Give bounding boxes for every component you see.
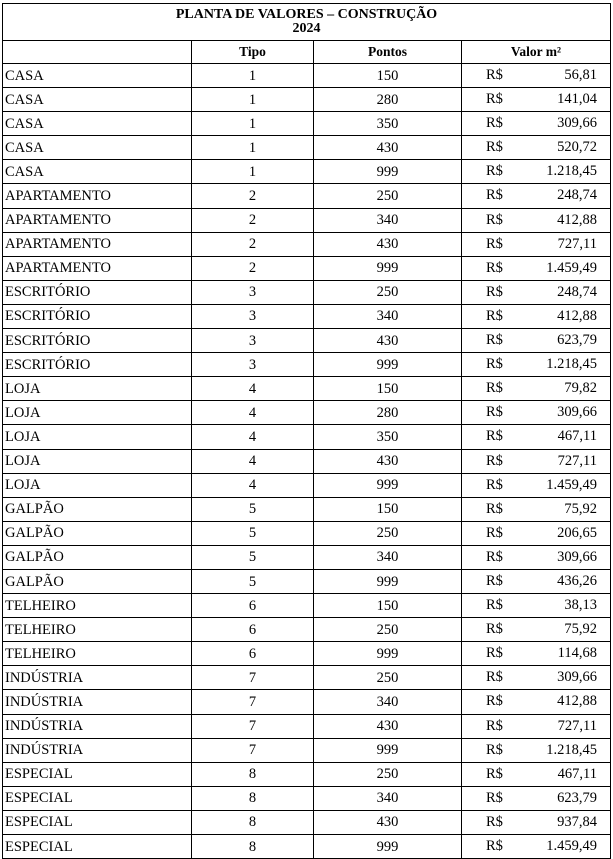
valor-amount: 141,04: [557, 91, 598, 108]
cell-tipo: 4: [192, 425, 314, 449]
cell-nome: TELHEIRO: [3, 642, 192, 666]
table-row: [3, 88, 611, 112]
cell-tipo: 5: [192, 545, 314, 569]
cell-pontos: 250: [314, 521, 462, 545]
table-row: [3, 497, 611, 521]
cell-valor: [462, 642, 611, 666]
cell-nome: TELHEIRO: [3, 618, 192, 642]
header-tipo: Tipo: [192, 41, 314, 64]
header-blank: [3, 41, 192, 64]
cell-nome: GALPÃO: [3, 569, 192, 593]
cell-nome: CASA: [3, 88, 192, 112]
table-row: [3, 377, 611, 401]
valor-amount: 309,66: [557, 669, 598, 686]
currency-symbol: R$: [486, 428, 503, 445]
cell-pontos: 250: [314, 762, 462, 786]
cell-tipo: 2: [192, 232, 314, 256]
table-row: [3, 329, 611, 353]
cell-nome: LOJA: [3, 425, 192, 449]
currency-symbol: R$: [486, 356, 503, 373]
table-row: [3, 714, 611, 738]
currency-symbol: R$: [486, 572, 503, 589]
table-row: [3, 666, 611, 690]
cell-nome: APARTAMENTO: [3, 184, 192, 208]
cell-tipo: 1: [192, 136, 314, 160]
cell-valor: [462, 521, 611, 545]
valor-amount: 623,79: [557, 332, 598, 349]
cell-nome: ESCRITÓRIO: [3, 329, 192, 353]
valor-amount: 309,66: [557, 115, 598, 132]
valor-amount: 412,88: [557, 211, 598, 228]
table-row: [3, 304, 611, 328]
cell-pontos: 250: [314, 666, 462, 690]
currency-symbol: R$: [486, 765, 503, 782]
valor-amount: 75,92: [564, 621, 598, 638]
cell-nome: GALPÃO: [3, 497, 192, 521]
table-row: [3, 762, 611, 786]
cell-pontos: 340: [314, 786, 462, 810]
valor-amount: 79,82: [564, 380, 598, 397]
valor-amount: 114,68: [557, 645, 598, 662]
table-row: [3, 618, 611, 642]
table-row: [3, 353, 611, 377]
currency-symbol: R$: [486, 452, 503, 469]
cell-pontos: 340: [314, 545, 462, 569]
valor-amount: 38,13: [564, 597, 598, 614]
cell-nome: ESCRITÓRIO: [3, 304, 192, 328]
cell-tipo: 1: [192, 112, 314, 136]
currency-symbol: R$: [486, 813, 503, 830]
cell-nome: ESPECIAL: [3, 835, 192, 859]
cell-valor: [462, 232, 611, 256]
currency-symbol: R$: [486, 91, 503, 108]
table-row: [3, 425, 611, 449]
cell-pontos: 350: [314, 425, 462, 449]
cell-nome: INDÚSTRIA: [3, 690, 192, 714]
currency-symbol: R$: [486, 524, 503, 541]
cell-pontos: 999: [314, 738, 462, 762]
valor-amount: 309,66: [557, 404, 598, 421]
cell-pontos: 999: [314, 256, 462, 280]
valor-amount: 1.459,49: [546, 838, 598, 854]
table-title: [3, 4, 611, 41]
table-row: [3, 642, 611, 666]
table-row: [3, 690, 611, 714]
cell-valor: [462, 714, 611, 738]
cell-tipo: 4: [192, 377, 314, 401]
currency-symbol: R$: [486, 717, 503, 734]
cell-nome: LOJA: [3, 449, 192, 473]
cell-nome: LOJA: [3, 473, 192, 497]
table-row: [3, 184, 611, 208]
cell-tipo: 7: [192, 690, 314, 714]
currency-symbol: R$: [486, 476, 503, 493]
table-row: [3, 835, 611, 859]
cell-nome: CASA: [3, 136, 192, 160]
cell-valor: [462, 545, 611, 569]
table-row: [3, 738, 611, 762]
cell-tipo: 3: [192, 304, 314, 328]
cell-pontos: 340: [314, 690, 462, 714]
table-row: [3, 521, 611, 545]
valor-amount: 467,11: [557, 765, 598, 782]
valor-amount: 1.218,45: [546, 741, 598, 758]
cell-nome: INDÚSTRIA: [3, 738, 192, 762]
valor-amount: 206,65: [557, 524, 598, 541]
cell-nome: LOJA: [3, 401, 192, 425]
valor-amount: 727,11: [557, 717, 598, 734]
cell-pontos: 430: [314, 449, 462, 473]
table-row: [3, 810, 611, 834]
cell-pontos: 350: [314, 112, 462, 136]
cell-pontos: 250: [314, 618, 462, 642]
currency-symbol: R$: [486, 211, 503, 228]
cell-pontos: 340: [314, 304, 462, 328]
cell-nome: APARTAMENTO: [3, 232, 192, 256]
valor-amount: 412,88: [557, 307, 598, 324]
cell-valor: [462, 208, 611, 232]
cell-tipo: 7: [192, 714, 314, 738]
cell-nome: GALPÃO: [3, 521, 192, 545]
cell-tipo: 2: [192, 208, 314, 232]
valor-amount: 1.218,45: [546, 356, 598, 373]
cell-valor: [462, 64, 611, 88]
currency-symbol: R$: [486, 380, 503, 397]
cell-nome: APARTAMENTO: [3, 208, 192, 232]
cell-valor: [462, 473, 611, 497]
cell-pontos: 430: [314, 714, 462, 738]
table-row: [3, 594, 611, 618]
cell-nome: ESCRITÓRIO: [3, 353, 192, 377]
valor-amount: 520,72: [557, 139, 598, 156]
cell-nome: CASA: [3, 112, 192, 136]
cell-valor: [462, 690, 611, 714]
cell-nome: INDÚSTRIA: [3, 666, 192, 690]
table-row: [3, 473, 611, 497]
currency-symbol: R$: [486, 139, 503, 156]
cell-pontos: 999: [314, 473, 462, 497]
cell-nome: GALPÃO: [3, 545, 192, 569]
cell-nome: CASA: [3, 64, 192, 88]
currency-symbol: R$: [486, 259, 503, 276]
currency-symbol: R$: [486, 789, 503, 806]
cell-nome: ESPECIAL: [3, 762, 192, 786]
valor-amount: 727,11: [557, 235, 598, 252]
valor-amount: 248,74: [557, 187, 598, 204]
cell-tipo: 7: [192, 738, 314, 762]
cell-pontos: 150: [314, 594, 462, 618]
cell-valor: [462, 304, 611, 328]
cell-pontos: 999: [314, 835, 462, 859]
table-row: [3, 545, 611, 569]
currency-symbol: R$: [486, 187, 503, 204]
cell-pontos: 999: [314, 569, 462, 593]
cell-valor: [462, 377, 611, 401]
cell-valor: [462, 425, 611, 449]
cell-tipo: 6: [192, 642, 314, 666]
valor-amount: 1.218,45: [546, 163, 598, 180]
table-row: [3, 136, 611, 160]
document: [2, 3, 610, 859]
table-row: [3, 232, 611, 256]
cell-valor: [462, 738, 611, 762]
valor-amount: 436,26: [557, 572, 598, 589]
table-row: [3, 112, 611, 136]
valor-amount: 467,11: [557, 428, 598, 445]
cell-pontos: 280: [314, 401, 462, 425]
cell-pontos: 250: [314, 184, 462, 208]
valor-amount: 56,81: [564, 67, 598, 83]
header-valor: Valor m²: [462, 41, 611, 64]
cell-valor: [462, 786, 611, 810]
cell-tipo: 1: [192, 64, 314, 88]
header-row: [3, 41, 611, 64]
table-body: [3, 64, 611, 859]
currency-symbol: R$: [486, 693, 503, 710]
currency-symbol: R$: [486, 404, 503, 421]
cell-valor: [462, 353, 611, 377]
currency-symbol: R$: [486, 283, 503, 300]
cell-nome: INDÚSTRIA: [3, 714, 192, 738]
cell-tipo: 1: [192, 88, 314, 112]
cell-tipo: 2: [192, 256, 314, 280]
cell-valor: [462, 160, 611, 184]
year-text: 2024: [292, 21, 321, 36]
cell-pontos: 430: [314, 810, 462, 834]
cell-valor: [462, 835, 611, 859]
cell-valor: [462, 594, 611, 618]
cell-nome: TELHEIRO: [3, 594, 192, 618]
cell-valor: [462, 666, 611, 690]
cell-valor: [462, 401, 611, 425]
valor-amount: 623,79: [557, 789, 598, 806]
cell-tipo: 6: [192, 594, 314, 618]
cell-pontos: 340: [314, 208, 462, 232]
cell-valor: [462, 88, 611, 112]
table-row: [3, 208, 611, 232]
valores-table: [2, 3, 611, 859]
cell-valor: [462, 136, 611, 160]
table-row: [3, 160, 611, 184]
cell-pontos: 150: [314, 64, 462, 88]
cell-pontos: 999: [314, 353, 462, 377]
valor-amount: 248,74: [557, 283, 598, 300]
cell-nome: APARTAMENTO: [3, 256, 192, 280]
cell-pontos: 150: [314, 377, 462, 401]
currency-symbol: R$: [486, 548, 503, 565]
table-row: [3, 256, 611, 280]
cell-tipo: 8: [192, 835, 314, 859]
cell-tipo: 8: [192, 786, 314, 810]
currency-symbol: R$: [486, 332, 503, 349]
currency-symbol: R$: [486, 645, 503, 662]
table-row: [3, 64, 611, 88]
cell-tipo: 5: [192, 497, 314, 521]
cell-tipo: 2: [192, 184, 314, 208]
currency-symbol: R$: [486, 741, 503, 758]
currency-symbol: R$: [486, 115, 503, 132]
cell-nome: ESPECIAL: [3, 786, 192, 810]
valor-amount: 309,66: [557, 548, 598, 565]
cell-nome: CASA: [3, 160, 192, 184]
cell-valor: [462, 256, 611, 280]
currency-symbol: R$: [486, 163, 503, 180]
cell-valor: [462, 569, 611, 593]
currency-symbol: R$: [486, 500, 503, 517]
currency-symbol: R$: [486, 67, 503, 83]
cell-pontos: 150: [314, 497, 462, 521]
header-pontos: Pontos: [314, 41, 462, 64]
cell-valor: [462, 618, 611, 642]
cell-tipo: 8: [192, 810, 314, 834]
cell-valor: [462, 810, 611, 834]
currency-symbol: R$: [486, 669, 503, 686]
cell-valor: [462, 497, 611, 521]
cell-tipo: 5: [192, 569, 314, 593]
cell-nome: ESCRITÓRIO: [3, 280, 192, 304]
currency-symbol: R$: [486, 621, 503, 638]
table-row: [3, 280, 611, 304]
valor-amount: 1.459,49: [546, 259, 598, 276]
title-text: PLANTA DE VALORES – CONSTRUÇÃO: [175, 7, 438, 22]
cell-tipo: 8: [192, 762, 314, 786]
valor-amount: 1.459,49: [546, 476, 598, 493]
table-row: [3, 569, 611, 593]
cell-valor: [462, 280, 611, 304]
valor-amount: 412,88: [557, 693, 598, 710]
cell-pontos: 280: [314, 88, 462, 112]
cell-pontos: 999: [314, 160, 462, 184]
cell-nome: LOJA: [3, 377, 192, 401]
currency-symbol: R$: [486, 597, 503, 614]
valor-amount: 727,11: [557, 452, 598, 469]
cell-pontos: 250: [314, 280, 462, 304]
cell-tipo: 7: [192, 666, 314, 690]
cell-pontos: 430: [314, 136, 462, 160]
cell-tipo: 4: [192, 449, 314, 473]
table-row: [3, 401, 611, 425]
cell-pontos: 999: [314, 642, 462, 666]
cell-tipo: 6: [192, 618, 314, 642]
cell-valor: [462, 112, 611, 136]
cell-tipo: 1: [192, 160, 314, 184]
cell-nome: ESPECIAL: [3, 810, 192, 834]
cell-pontos: 430: [314, 329, 462, 353]
cell-tipo: 3: [192, 353, 314, 377]
currency-symbol: R$: [486, 307, 503, 324]
cell-tipo: 5: [192, 521, 314, 545]
table-row: [3, 786, 611, 810]
valor-amount: 75,92: [564, 500, 598, 517]
cell-valor: [462, 184, 611, 208]
cell-valor: [462, 449, 611, 473]
currency-symbol: R$: [486, 838, 503, 854]
currency-symbol: R$: [486, 235, 503, 252]
cell-valor: [462, 762, 611, 786]
cell-pontos: 430: [314, 232, 462, 256]
cell-valor: [462, 329, 611, 353]
table-row: [3, 449, 611, 473]
cell-tipo: 4: [192, 473, 314, 497]
valor-amount: 937,84: [557, 813, 598, 830]
cell-tipo: 3: [192, 329, 314, 353]
cell-tipo: 4: [192, 401, 314, 425]
cell-tipo: 3: [192, 280, 314, 304]
